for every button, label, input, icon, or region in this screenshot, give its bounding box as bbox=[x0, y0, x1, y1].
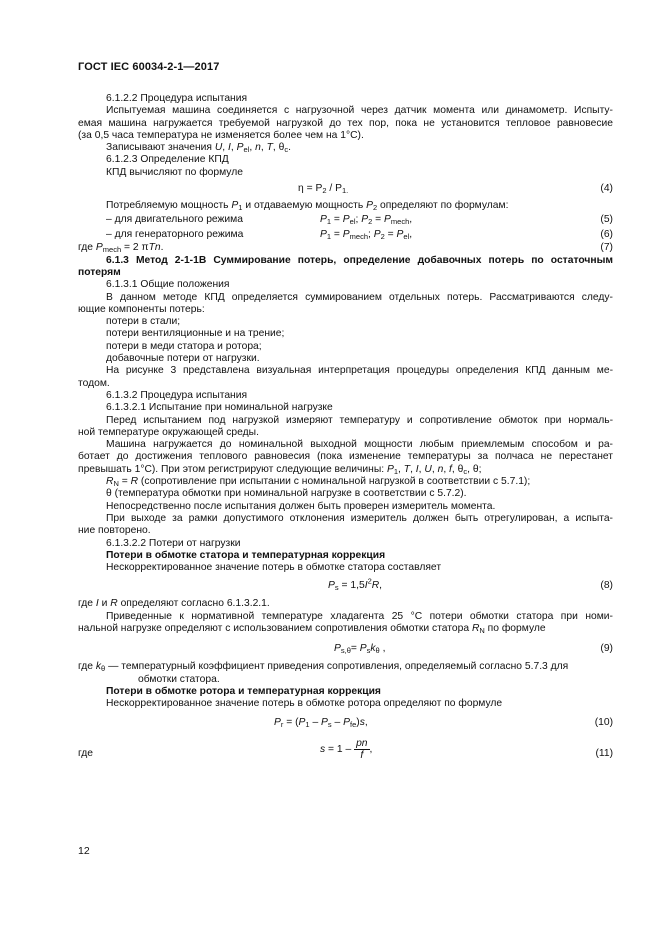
paragraph-line: ботает до достижения теплового равновесия (пока изменение температуры за полчаса не перестанет bbox=[78, 451, 613, 463]
subsection-title: Потери в обмотке статора и температурная коррекция bbox=[106, 549, 386, 561]
paragraph-line: Испытуемая машина соединяется с нагрузочной через датчик момента или динамометр. Испыту- bbox=[106, 105, 613, 117]
paragraph-line: При выходе за рамки допустимого отклонения измеритель должен быть отрегулирован, а испыта- bbox=[106, 512, 613, 524]
list-item: добавочные потери от нагрузки. bbox=[106, 353, 260, 365]
paragraph-line: Нескорректированное значение потерь в обмотке статора составляет bbox=[106, 562, 442, 574]
record-values-line: Записывают значения U, I, $P_{el}$, n, T, $\theta_c$. bbox=[106, 142, 291, 155]
page-number: 12 bbox=[78, 845, 90, 857]
paragraph-line: тодом. bbox=[78, 377, 110, 389]
list-item: потери вентиляционные и на трение; bbox=[106, 328, 285, 340]
equation-number: (9) bbox=[600, 643, 613, 655]
list-item: потери в меди статора и ротора; bbox=[106, 340, 262, 352]
list-item: $R_N = R$ (сопротивление при испытании с номинальной нагрузкой в соответствии с 5.7.1); bbox=[106, 476, 531, 489]
equation-5: – для двигательного режима $P_1 = P_{el}$; $P_2 = P_{mech}$, (5) bbox=[106, 214, 613, 227]
section-heading: потерям bbox=[78, 266, 121, 278]
section-heading: 6.1.3.2 Процедура испытания bbox=[106, 389, 248, 401]
list-item: θ (температура обмотки при номинальной нагрузке в соответствии с 5.7.2). bbox=[106, 488, 467, 500]
paragraph-line: Приведенные к нормативной температуре хладагента 25 °С потери обмотки статора при номи- bbox=[106, 610, 613, 622]
equation-number: (7) bbox=[600, 242, 613, 254]
paragraph-line: Потребляемую мощность $P_1$ и отдаваемую мощность $P_2$ определяют по формулам: bbox=[106, 200, 509, 213]
equation-number: (8) bbox=[600, 580, 613, 592]
paragraph-line: емая машина нагружается требуемой нагрузкой до тех пор, пока не установится тепловое равновесие bbox=[78, 117, 613, 129]
equation-10: $P_r = (P_1 - P_s - P_{fe})s$, (10) bbox=[274, 717, 613, 730]
equation-8: $P_s = 1,5I^2R$, (8) bbox=[328, 576, 613, 593]
paragraph-line: В данном методе КПД определяется суммированием отдельных потерь. Рассматриваются следу- bbox=[106, 291, 613, 303]
equation-4: $\eta = P_2 / P_{1.}$ (4) bbox=[298, 183, 613, 196]
equation-9: $P_{s,\theta}= P_sk_\theta$ , (9) bbox=[334, 643, 613, 656]
paragraph-line: ной температуре окружающей среды. bbox=[78, 426, 259, 438]
paragraph-line: где I и R определяют согласно 6.1.3.2.1. bbox=[78, 598, 270, 610]
section-heading: 6.1.2.2 Процедура испытания bbox=[106, 93, 248, 104]
section-heading: 6.1.2.3 Определение КПД bbox=[106, 154, 229, 166]
paragraph-line: где $k_\theta$ — температурный коэффициент приведения сопротивления, определяемый согласно 5.7.3 для bbox=[78, 661, 569, 674]
equation-number: (6) bbox=[600, 229, 613, 241]
paragraph-line: КПД вычисляют по формуле bbox=[106, 166, 243, 178]
equation-6: – для генераторного режима $P_1 = P_{mech}$; $P_2 = P_{el}$, (6) bbox=[106, 229, 613, 242]
paragraph-line: На рисунке 3 представлена визуальная интерпретация процедуры определения КПД данным ме- bbox=[106, 365, 613, 377]
equation-number: (4) bbox=[600, 183, 613, 195]
section-heading: 6.1.3 Метод 2-1-1В Суммирование потерь, определение добавочных потерь по остаточным bbox=[106, 254, 613, 266]
equation-number: (10) bbox=[594, 717, 613, 729]
paragraph-line: нальной нагрузке определяют с использованием сопротивления обмотки статора $R_N$ по формуле bbox=[78, 622, 546, 635]
equation-7: где $P_{mech} = 2$ πTn. (7) bbox=[78, 242, 613, 255]
section-heading: 6.1.3.1 Общие положения bbox=[106, 279, 230, 291]
subsection-title: Потери в обмотке ротора и температурная коррекция bbox=[106, 685, 381, 697]
list-item: потери в стали; bbox=[106, 316, 181, 328]
paragraph-line: ние повторено. bbox=[78, 525, 151, 537]
equation-11: где s = 1 – $\frac{pn}{f}$ , (11) bbox=[78, 738, 613, 762]
paragraph-line: превышать 1°С). При этом регистрируют следующие величины: $P_1$, T, I, U, n, f, $\theta_c$, θ; bbox=[78, 463, 482, 476]
subsection-heading: 6.1.3.2.1 Испытание при номинальной нагрузке bbox=[106, 402, 333, 414]
paragraph-line: Машина нагружается до номинальной выходной мощности любым приемлемым способом и ра- bbox=[106, 439, 613, 451]
paragraph-line: обмотки статора. bbox=[138, 673, 220, 685]
document-body bbox=[78, 93, 613, 774]
equation-number: (11) bbox=[595, 748, 613, 760]
paragraph-line: Нескорректированное значение потерь в обмотке ротора определяют по формуле bbox=[106, 698, 503, 710]
paragraph-line: Непосредственно после испытания должен быть проверен измеритель момента. bbox=[106, 500, 496, 512]
paragraph-line: Перед испытанием под нагрузкой измеряют температуру и сопротивление обмоток при нормаль- bbox=[106, 414, 613, 426]
paragraph-line: ющие компоненты потерь: bbox=[78, 303, 205, 315]
paragraph-line: (за 0,5 часа температура не изменяется более чем на 1°С). bbox=[78, 129, 364, 141]
document-header: ГОСТ IEC 60034-2-1—2017 bbox=[78, 61, 220, 73]
section-heading: 6.1.3.2.2 Потери от нагрузки bbox=[106, 537, 241, 549]
equation-number: (5) bbox=[600, 214, 613, 226]
